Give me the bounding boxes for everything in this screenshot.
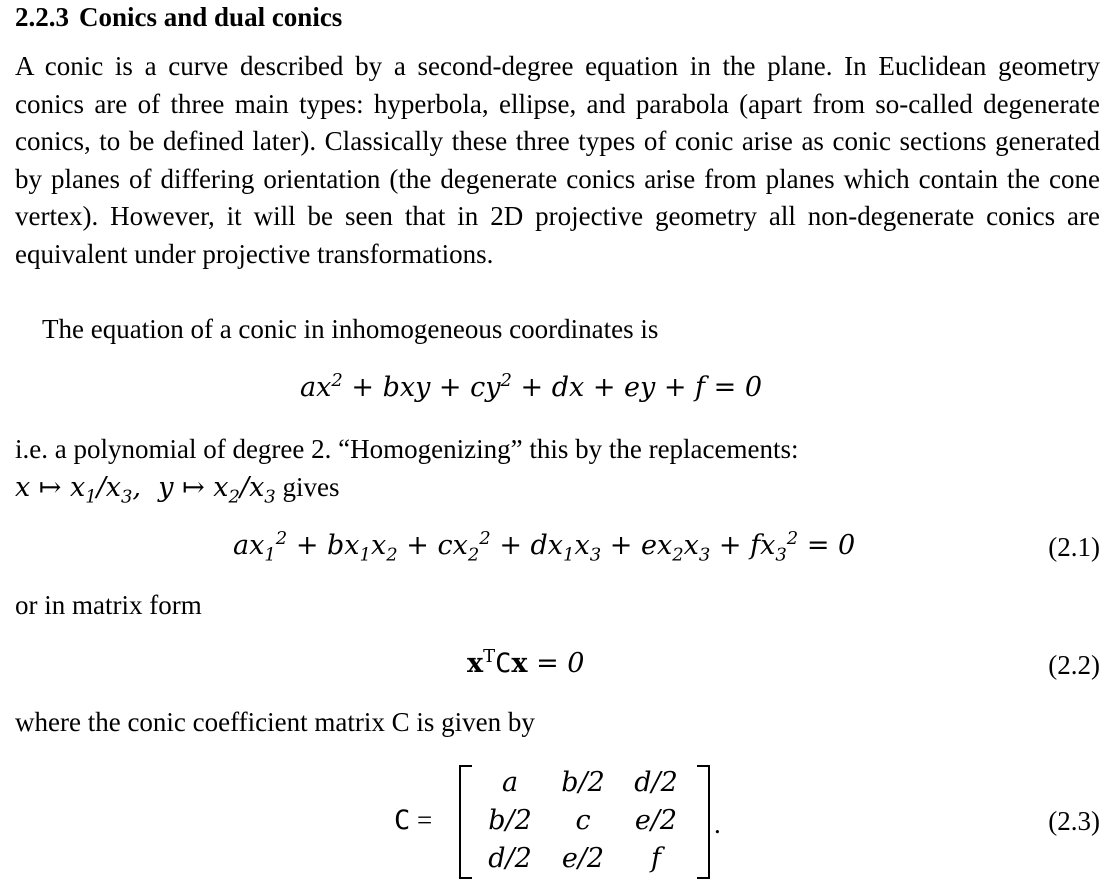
- matrix-cell: e/2: [561, 843, 605, 874]
- replacement-line: [15, 472, 340, 508]
- paragraph-equation-intro: The equation of a conic in inhomogeneous coordinates is: [42, 314, 659, 344]
- matrix-left-bracket: [459, 765, 472, 879]
- paragraph-homogenizing: i.e. a polynomial of degree 2. “Homogenizing” this by the replacements:: [15, 434, 799, 464]
- section-number: 2.2.3: [15, 2, 69, 32]
- conic-equation-homogeneous: $ax_1^2 + bx_1x_2 + cx_2^2 + dx_1x_3 + ex_2x_3 + fx_3^2 = 0$: [233, 528, 856, 566]
- matrix-cell: d/2: [634, 767, 678, 798]
- matrix-cell: c: [575, 805, 591, 836]
- equation-number-2-2: (2.2): [1048, 650, 1100, 680]
- conic-equation-matrix: $x^TCx = 0$: [467, 646, 585, 679]
- matrix-cell: e/2: [634, 805, 678, 836]
- paragraph-conic-definition: A conic is a curve described by a second-degree equation in the plane. In Euclidean geometry conics are of three main types: hyperbola, ellipse, and parabola (apart from so-called degenerate conics, to be defined later). Classically these three types of conic arise as conic sections generated by planes of differing orientation (the degenerate conics arise from planes which contain the cone vertex). However, it will be seen that in 2D projective geometry all non-degenerate conics are equivalent under projective transformations.: [15, 51, 1100, 269]
- section-title: Conics and dual conics: [79, 2, 343, 32]
- matrix-cell: b/2: [488, 805, 532, 836]
- matrix-cell: a: [501, 767, 519, 798]
- matrix-cell: b/2: [561, 767, 605, 798]
- section-heading: [15, 2, 342, 33]
- conic-equation-inhomogeneous: $ax^2$ + bxy + $cy^2$ + dx + ey + f = 0: [300, 370, 763, 403]
- paragraph-matrix-form: or in matrix form: [15, 590, 202, 620]
- paragraph-coefficient-matrix: where the conic coefficient matrix C is given by: [15, 707, 535, 737]
- equation-number-2-3: (2.3): [1048, 806, 1100, 836]
- matrix-lhs: C =: [394, 805, 433, 836]
- matrix-cell: d/2: [488, 843, 532, 874]
- matrix-cell: f: [651, 843, 661, 874]
- matrix-right-bracket: [697, 765, 710, 879]
- matrix-period: .: [714, 809, 721, 839]
- replacement-formula: x ↦ $x_1/x_3$, y ↦ $x_2/x_3$: [15, 472, 276, 508]
- equation-number-2-1: (2.1): [1048, 532, 1100, 562]
- gives-text: gives: [282, 472, 340, 502]
